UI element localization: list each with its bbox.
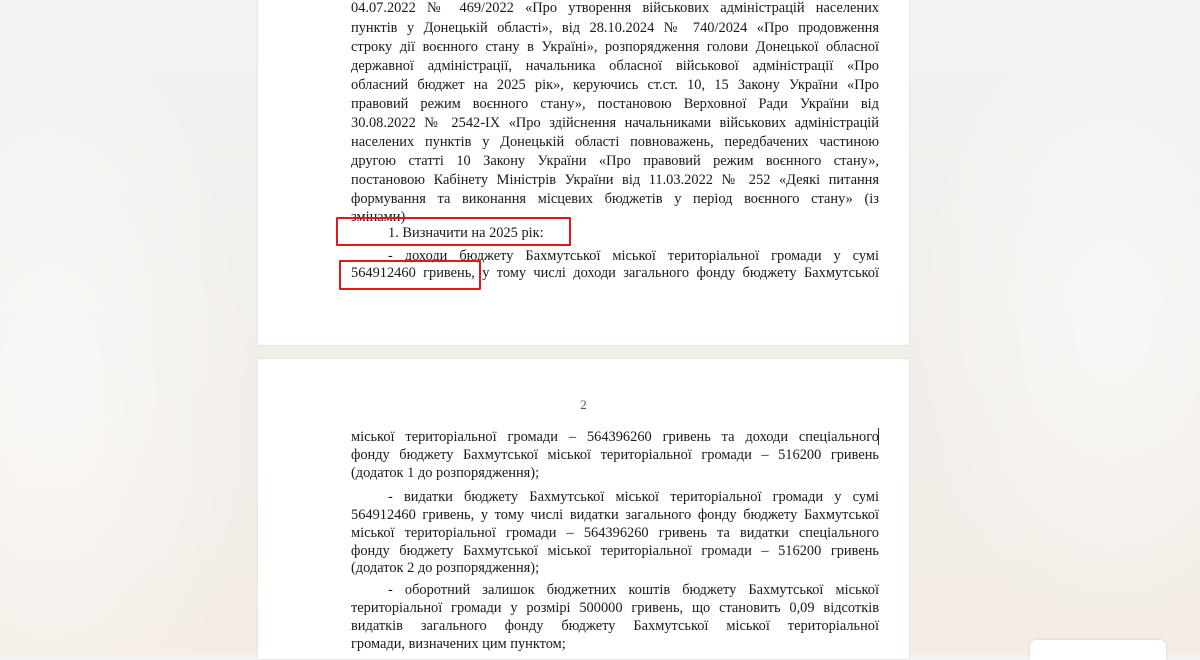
text-line: постановою Кабінету Міністрів України від 11.03.2022 № 252 «Деякі питання: [351, 172, 879, 188]
text-line: міської територіальної громади – 564396260 гривень та доходи спеціального: [351, 429, 879, 445]
text-line: формування та виконання місцевих бюджетів у період воєнного стану» (із: [351, 191, 879, 207]
text-line: видатків загального фонду бюджету Бахмутської міської територіальної: [351, 618, 879, 634]
text-line: 04.07.2022 № 469/2022 «Про утворення військових адміністрацій населених: [351, 0, 879, 16]
text-line: територіальної громади у розмірі 500000 гривень, що становить 0,09 відсотків: [351, 600, 879, 616]
background-left: [0, 0, 258, 654]
highlight-box-amount: [339, 260, 481, 290]
text-line: 564912460 гривень, у тому числі видатки загального фонду бюджету Бахмутської: [351, 507, 879, 523]
text-line: строку дії воєнного стану в Україні», розпорядження голови Донецької обласної: [351, 39, 879, 55]
text-line: населених пунктів у Донецькій області повноважень, передбачених частиною: [351, 134, 879, 150]
text-line: - оборотний залишок бюджетних коштів бюджету Бахмутської міської: [388, 582, 879, 598]
background-right: [909, 0, 1200, 654]
text-line: громади, визначених цим пунктом;: [351, 636, 566, 652]
highlight-box-year: [336, 217, 571, 246]
text-line: (додаток 1 до розпорядження);: [351, 465, 540, 481]
text-line: правовий режим воєнного стану», постановою Верховної Ради України від: [351, 96, 879, 112]
corner-widget[interactable]: [1030, 640, 1166, 660]
text-line: міської територіальної громади – 564396260 гривень та видатки спеціального: [351, 525, 879, 541]
text-line: фонду бюджету Бахмутської міської територіальної громади – 516200 гривень: [351, 447, 879, 463]
text-line: 30.08.2022 № 2542-IX «Про здійснення начальниками військових адміністрацій: [351, 115, 879, 131]
text-line: - видатки бюджету Бахмутської міської територіальної громади у сумі: [388, 489, 879, 505]
text-line: фонду бюджету Бахмутської міської територіальної громади – 516200 гривень: [351, 543, 879, 559]
page-number: 2: [580, 397, 587, 412]
text-line: державної адміністрації, начальника обласної військової адміністрації «Про: [351, 58, 879, 74]
document-page-2: [258, 359, 909, 659]
text-line: пунктів у Донецькій області», від 28.10.2024 № 740/2024 «Про продовження: [351, 20, 879, 36]
section-item-1: 1. Визначити на 2025 рік:: [388, 225, 544, 241]
text-line: обласний бюджет на 2025 рік», керуючись ст.ст. 10, 15 Закону України «Про: [351, 77, 879, 93]
income-line-2: 564912460 гривень, у тому числі доходи загального фонду бюджету Бахмутської: [351, 265, 879, 281]
text-line: другою статті 10 Закону України «Про правовий режим воєнного стану»,: [351, 153, 879, 169]
text-line: (додаток 2 до розпорядження);: [351, 560, 540, 576]
income-line-1: - доходи бюджету Бахмутської міської територіальної громади у сумі: [388, 248, 879, 264]
document-page-1: [258, 0, 909, 345]
text-line: змінами): [351, 209, 406, 225]
